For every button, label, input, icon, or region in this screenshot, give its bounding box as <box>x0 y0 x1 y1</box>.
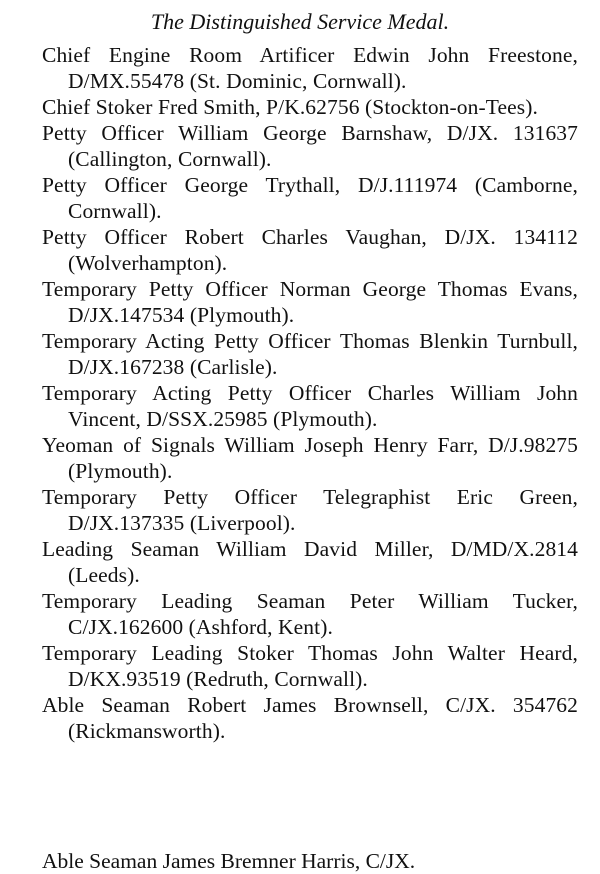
award-entry: Leading Seaman William David Miller, D/MD/X.2814 (Leeds). <box>42 537 578 587</box>
award-entry: Chief Engine Room Artificer Edwin John Freestone, D/MX.55478 (St. Dominic, Cornwall). <box>42 43 578 93</box>
award-entry: Petty Officer William George Barnshaw, D/JX. 131637 (Callington, Cornwall). <box>42 121 578 171</box>
award-entry: Chief Stoker Fred Smith, P/K.62756 (Stockton-on-Tees). <box>42 95 538 119</box>
award-entry: Able Seaman Robert James Brownsell, C/JX. 354762 (Rickmansworth). <box>42 693 578 743</box>
award-list <box>42 42 578 744</box>
award-entry: Temporary Acting Petty Officer Thomas Blenkin Turnbull, D/JX.167238 (Carlisle). <box>42 329 578 379</box>
award-entry: Temporary Leading Seaman Peter William Tucker, C/JX.162600 (Ashford, Kent). <box>42 589 578 639</box>
section-heading: The Distinguished Service Medal. <box>150 9 450 34</box>
award-entry: Temporary Petty Officer Norman George Thomas Evans, D/JX.147534 (Plymouth). <box>42 277 578 327</box>
award-entry: Yeoman of Signals William Joseph Henry Farr, D/J.98275 (Plymouth). <box>42 433 578 483</box>
award-entry: Temporary Leading Stoker Thomas John Walter Heard, D/KX.93519 (Redruth, Cornwall). <box>42 641 578 691</box>
award-entry: Temporary Acting Petty Officer Charles William John Vincent, D/SSX.25985 (Plymouth). <box>42 381 578 431</box>
award-entry: Petty Officer Robert Charles Vaughan, D/JX. 134112 (Wolverhampton). <box>42 225 578 275</box>
cutoff-text-line: Able Seaman James Bremner Harris, C/JX. <box>42 849 416 873</box>
award-entry: Temporary Petty Officer Telegraphist Eric Green, D/JX.137335 (Liverpool). <box>42 485 578 535</box>
award-entry: Petty Officer George Trythall, D/J.111974 (Camborne, Cornwall). <box>42 173 578 223</box>
